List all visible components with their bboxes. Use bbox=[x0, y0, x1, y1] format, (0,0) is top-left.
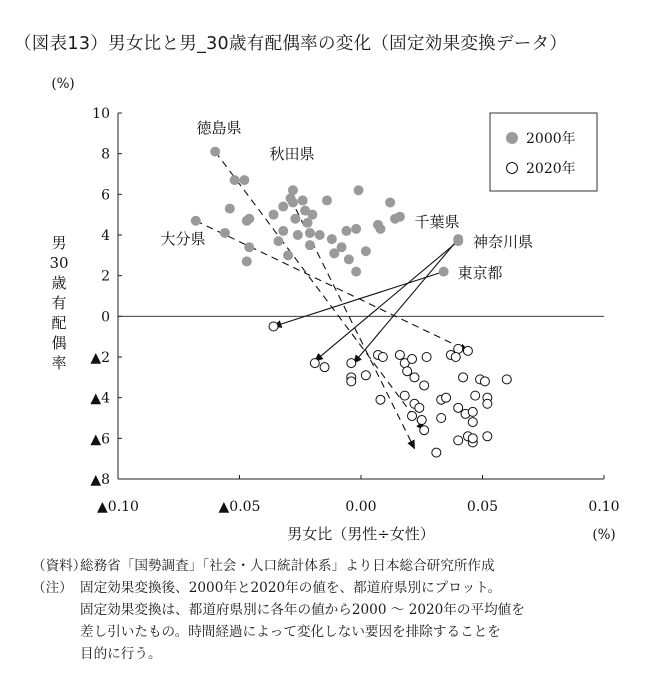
point-2000 bbox=[351, 224, 361, 234]
legend bbox=[490, 113, 597, 191]
legend-box bbox=[490, 113, 597, 191]
point-2000 bbox=[293, 230, 303, 240]
annotation-arrow bbox=[354, 239, 458, 363]
y-tick-label: ▲8 bbox=[90, 472, 110, 488]
point-2000 bbox=[230, 175, 240, 185]
legend-label-2020: 2020年 bbox=[526, 161, 576, 177]
source-note-text: 総務省「国勢調査」「社会・人口統計体系」より日本総合研究所作成 bbox=[80, 558, 495, 574]
annotation-arrow bbox=[215, 152, 424, 431]
x-tick-label: 0.05 bbox=[466, 499, 499, 515]
y-axis-title-char: 有 bbox=[51, 294, 67, 312]
point-2000 bbox=[351, 267, 361, 277]
y-tick-label: 2 bbox=[101, 268, 110, 285]
legend-marker-2020 bbox=[507, 163, 518, 174]
y-tick-label: ▲6 bbox=[90, 431, 110, 448]
point-2000 bbox=[322, 195, 332, 205]
point-2020 bbox=[415, 403, 424, 412]
prefecture-label: 神奈川県 bbox=[472, 233, 534, 251]
x-tick-label: 0.00 bbox=[345, 499, 377, 515]
footnote-text-1: 固定効果変換後、2000年と2020年の値を、都道府県別にプロット。 bbox=[80, 580, 502, 596]
footnote-label: （注） bbox=[32, 580, 73, 596]
point-2020 bbox=[442, 393, 451, 402]
point-2020 bbox=[417, 416, 426, 425]
point-2020 bbox=[459, 373, 468, 382]
point-2020 bbox=[454, 436, 463, 445]
y-tick-label: 0 bbox=[101, 309, 110, 326]
point-2020 bbox=[400, 391, 409, 400]
point-2020 bbox=[320, 363, 329, 372]
y-tick-label: ▲4 bbox=[90, 390, 110, 407]
y-axis-unit: (%) bbox=[51, 76, 75, 92]
point-2000 bbox=[439, 267, 449, 277]
y-tick-label: 8 bbox=[101, 146, 110, 163]
point-2020 bbox=[376, 395, 385, 404]
y-axis-title-char: 偶 bbox=[51, 334, 67, 352]
prefecture-label: 大分県 bbox=[160, 230, 206, 248]
point-2020 bbox=[347, 359, 356, 368]
source-note-label: （資料） bbox=[32, 558, 87, 574]
source-note bbox=[32, 556, 495, 577]
point-2000 bbox=[303, 218, 313, 228]
prefecture-label: 東京都 bbox=[457, 264, 503, 282]
point-2020 bbox=[454, 344, 463, 353]
point-2000 bbox=[244, 242, 254, 252]
point-2020 bbox=[480, 377, 489, 386]
point-2000 bbox=[220, 228, 230, 238]
y-axis-title-char: 歳 bbox=[51, 274, 67, 292]
prefecture-label: 千葉県 bbox=[414, 213, 460, 231]
point-2000 bbox=[373, 220, 383, 230]
legend-label-2000: 2000年 bbox=[526, 131, 576, 147]
point-2020 bbox=[347, 377, 356, 386]
point-2000 bbox=[290, 214, 300, 224]
point-2020 bbox=[361, 371, 370, 380]
point-2000 bbox=[242, 216, 252, 226]
point-2020 bbox=[408, 355, 417, 364]
x-axis-unit: (%) bbox=[592, 527, 616, 543]
point-2000 bbox=[239, 175, 249, 185]
annotation-arrow bbox=[315, 241, 458, 361]
point-2000 bbox=[327, 234, 337, 244]
y-tick-label: ▲2 bbox=[90, 350, 110, 366]
y-tick-label: 6 bbox=[101, 187, 110, 204]
point-2020 bbox=[483, 399, 492, 408]
y-axis-title-char: 配 bbox=[51, 314, 67, 332]
point-2000 bbox=[242, 256, 252, 266]
point-2020 bbox=[378, 353, 387, 362]
point-2000 bbox=[278, 226, 288, 236]
x-tick-label: ▲0.05 bbox=[218, 499, 261, 515]
point-2000 bbox=[453, 236, 463, 246]
point-2020 bbox=[451, 353, 460, 362]
point-2020 bbox=[468, 407, 477, 416]
y-tick-label: 10 bbox=[92, 106, 110, 122]
point-2000 bbox=[305, 228, 315, 238]
footnote-text-3: 差し引いたもの。時間経過によって変化しない要因を排除することを bbox=[80, 624, 501, 640]
x-tick-label: 0.10 bbox=[588, 499, 620, 515]
point-2020 bbox=[410, 373, 419, 382]
point-2020 bbox=[468, 418, 477, 427]
point-2000 bbox=[315, 230, 325, 240]
point-2020 bbox=[310, 359, 319, 368]
point-2000 bbox=[354, 185, 364, 195]
footnote-line-2 bbox=[32, 600, 525, 621]
footnote-line-3 bbox=[32, 622, 501, 643]
footnote bbox=[32, 578, 501, 599]
point-2020 bbox=[437, 414, 446, 423]
footnote-text-2: 固定効果変換は、都道府県別に各年の値から2000 ～ 2020年の平均値を bbox=[80, 602, 525, 618]
point-2000 bbox=[269, 210, 279, 220]
point-2000 bbox=[298, 195, 308, 205]
point-2000 bbox=[283, 250, 293, 260]
point-2000 bbox=[225, 204, 235, 214]
annotation-arrow bbox=[274, 272, 444, 327]
point-2020 bbox=[483, 432, 492, 441]
point-2020 bbox=[471, 391, 480, 400]
point-2020 bbox=[420, 426, 429, 435]
point-2020 bbox=[408, 411, 417, 420]
point-2020 bbox=[395, 350, 404, 359]
point-2020 bbox=[403, 367, 412, 376]
point-2020 bbox=[420, 381, 429, 390]
y-axis-title-char: 率 bbox=[51, 354, 67, 372]
x-axis-title: 男女比（男性÷女性） bbox=[287, 525, 435, 543]
y-tick-label: 4 bbox=[101, 228, 110, 244]
prefecture-label: 徳島県 bbox=[196, 119, 242, 137]
point-2020 bbox=[502, 375, 511, 384]
point-2000 bbox=[344, 254, 354, 264]
legend-marker-2000 bbox=[506, 132, 518, 144]
point-2000 bbox=[305, 240, 315, 250]
point-2000 bbox=[210, 147, 220, 157]
point-2000 bbox=[329, 248, 339, 258]
point-2000 bbox=[278, 202, 288, 212]
point-2020 bbox=[463, 346, 472, 355]
point-2000 bbox=[385, 197, 395, 207]
arrow-lines bbox=[196, 152, 468, 449]
point-2000 bbox=[390, 214, 400, 224]
footnote-text-4: 目的に行う。 bbox=[80, 646, 162, 662]
footnote-line-4 bbox=[32, 644, 162, 665]
prefecture-label: 秋田県 bbox=[269, 145, 315, 163]
point-2000 bbox=[361, 246, 371, 256]
y-axis-title-char: 30 bbox=[49, 254, 69, 272]
point-2000 bbox=[341, 226, 351, 236]
point-2000 bbox=[288, 197, 298, 207]
point-2000 bbox=[273, 236, 283, 246]
point-2020 bbox=[454, 403, 463, 412]
point-2020 bbox=[432, 448, 441, 457]
y-axis-title-char: 男 bbox=[51, 234, 67, 252]
point-2000 bbox=[191, 216, 201, 226]
chart-title: （図表13）男女比と男_30歳有配偶率の変化（固定効果変換データ） bbox=[14, 34, 568, 54]
point-2020 bbox=[422, 353, 431, 362]
x-tick-label: ▲0.10 bbox=[97, 499, 139, 515]
point-2020 bbox=[269, 322, 278, 331]
point-2020 bbox=[468, 434, 477, 443]
